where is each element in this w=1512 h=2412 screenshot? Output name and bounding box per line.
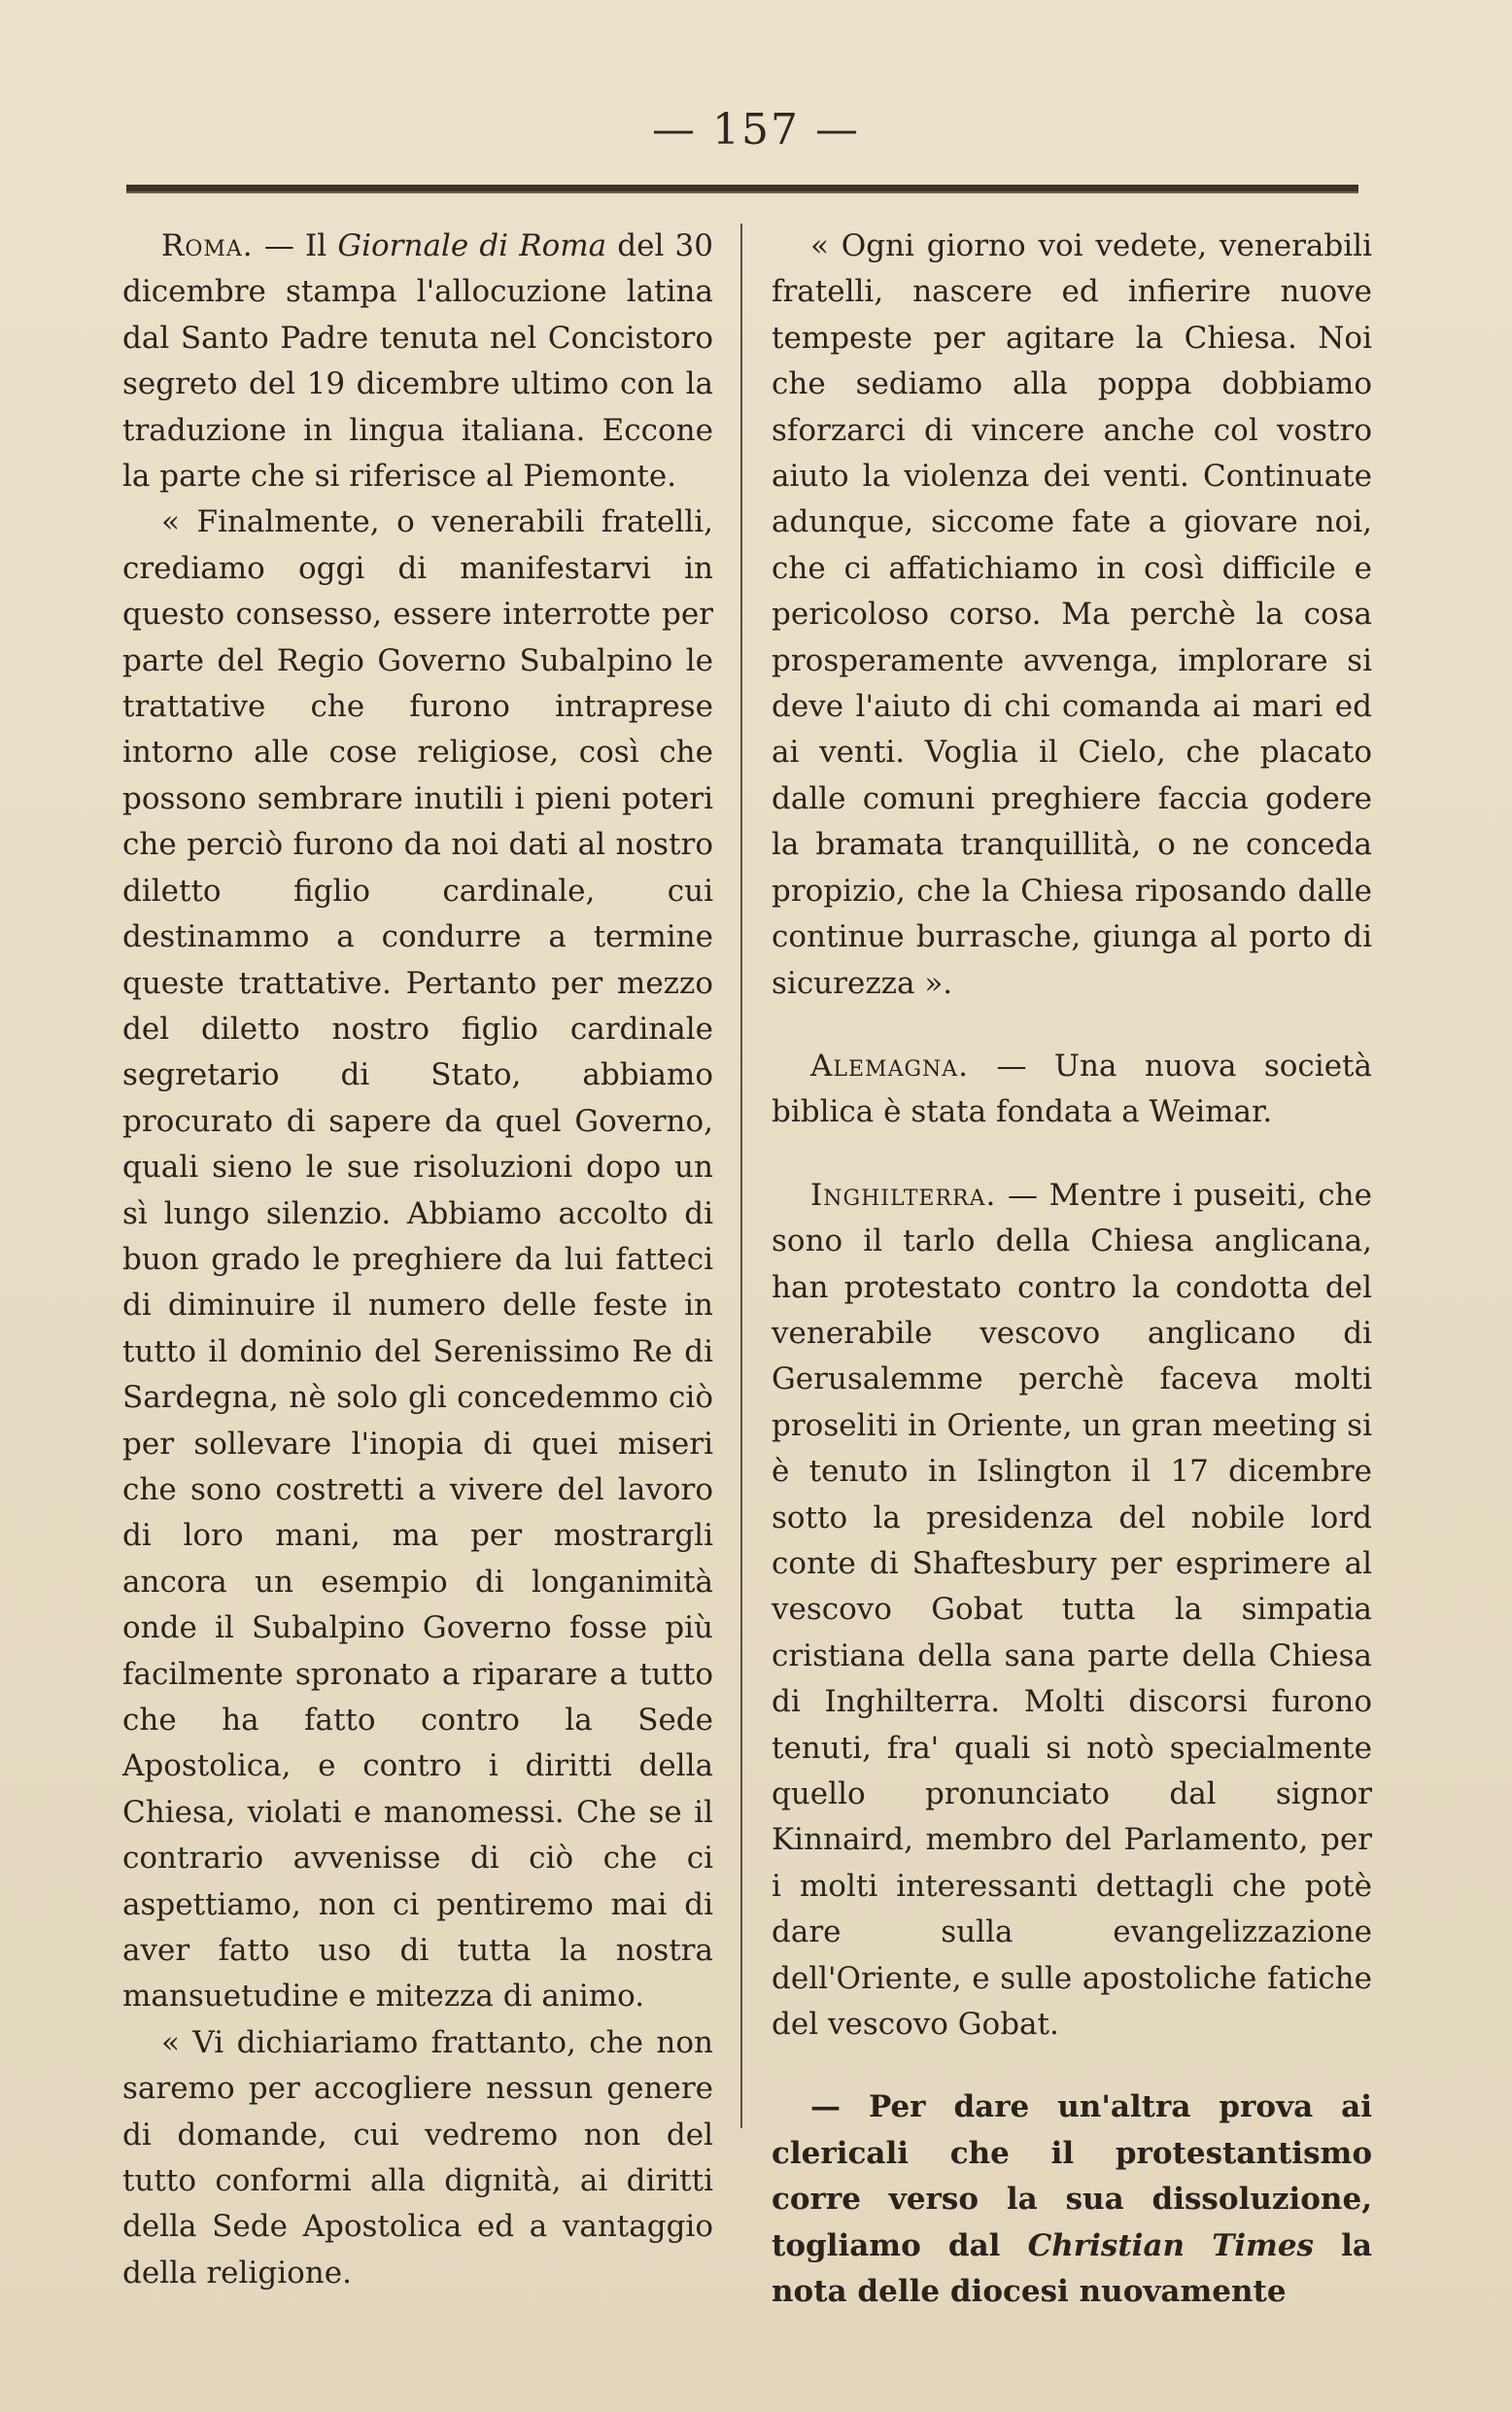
dash: — [969,1048,1054,1084]
header-rule [126,185,1358,193]
dash: — [996,1177,1049,1213]
dash: — [253,228,305,263]
page-number: — 157 — [652,105,860,155]
section-heading-alemagna: Alemagna. [810,1048,970,1084]
protestantism-paragraph [772,2085,1372,2315]
allocution-paragraph-3: « Ogni giorno voi vedete, venerabili fratelli, nascere ed infierire nuove tempeste per agitare la Chiesa. Noi che sediamo alla poppa dobbiamo sforzarci di vincere anche col vostro aiuto la violenza dei venti. Continuate adunque, siccome fate a giovare noi, che ci affatichiamo in così difficile e pericoloso corso. Ma perchè la cosa prosperamente avvenga, implorare si deve l'aiuto di chi comanda ai mari ed ai venti. Voglia il Cielo, che placato dalle comuni preghiere faccia godere la bramata tranquillità, o ne conceda propizio, che la Chiesa riposando dalle continue burrasche, giunga al porto di sicurezza ». [772,228,1372,1001]
last-text-1: — Per dare un'altra prova ai clericali che il protestantismo corre verso la sua dissoluzione, togliamo dal [772,2089,1372,2263]
right-column [772,224,1372,2315]
section-heading-roma: Roma. [161,228,254,263]
section-heading-inghilterra: Inghilterra. [810,1177,997,1213]
allocution-paragraph-1: « Finalmente, o venerabili fratelli, crediamo oggi di manifestarvi in questo consesso, essere interrotte per parte del Regio Governo Subalpino le trattative che furono intraprese intorno alle cose religiose, così che possono sembrare inutili i pieni poteri che perciò furono da noi dati al nostro diletto figlio cardinale, cui destinammo a condurre a termine queste trattative. Pertanto per mezzo del diletto nostro figlio cardinale segretario di Stato, abbiamo procurato di sapere da quel Governo, quali sieno le sue risoluzioni dopo un sì lungo silenzio. Abbiamo accolto di buon grado le preghiere da lui fatteci di diminuire il numero delle feste in tutto il dominio del Serenissimo Re di Sardegna, nè solo gli concedemmo ciò per sollevare l'inopia di quei miseri che sono costretti a vivere del lavoro di loro mani, ma per mostrargli ancora un esempio di longanimità onde il Subalpino Governo fosse più facilmente spronato a riparare a tutto che ha fatto contro la Sede Apostolica, e contro i diritti della Chiesa, violati e manomessi. Che se il contrario avvenisse di ciò che ci aspettiamo, non ci pentiremo mai di aver fatto uso di tutta la nostra mansuetudine e mitezza di animo. [122,504,713,2015]
spacer [772,2048,1372,2085]
roma-text-1: Il [304,228,338,263]
spacer [772,1136,1372,1173]
last-text-2: la nota delle diocesi nuovamente [772,2227,1372,2310]
roma-text-2: del 30 dicembre stampa l'allocuzione latina dal Santo Padre tenuta nel Concistoro segreto del 19 dicembre ultimo con la traduzione in lingua italiana. Eccone la parte che si riferisce al Piemonte. [122,228,714,495]
left-column [122,224,713,2296]
spacer [772,1007,1372,1044]
inghilterra-paragraph [772,1173,1372,2049]
roma-paragraph [122,224,713,500]
christian-times-title: Christian Times [1027,2227,1315,2263]
column-divider [740,224,742,2128]
giornale-title: Giornale di Roma [337,228,607,263]
allocution-paragraph-2: « Vi dichiariamo frattanto, che non saremo per accogliere nessun genere di domande, cui vedremo non del tutto conformi alla dignità, ai diritti della Sede Apostolica ed a vantaggio della religione. [122,2024,713,2291]
inghilterra-text: Mentre i puseiti, che sono il tarlo della Chiesa anglicana, han protestato contro la condotta del venerabile vescovo anglicano di Gerusalemme perchè faceva molti proseliti in Oriente, un gran meeting si è tenuto in Islington il 17 dicembre sotto la presidenza del nobile lord conte di Shaftesbury per esprimere al vescovo Gobat tutta la simpatia cristiana della sana parte della Chiesa di Inghilterra. Molti discorsi furono tenuti, fra' quali si notò specialmente quello pronunciato dal signor Kinnaird, membro del Parlamento, per i molti interessanti dettagli che potè dare sulla evangelizzazione dell'Oriente, e sulle apostoliche fatiche del vescovo Gobat. [772,1177,1372,2043]
alemagna-paragraph [772,1044,1372,1136]
alemagna-text: Una nuova società biblica è stata fondata a Weimar. [772,1048,1372,1130]
